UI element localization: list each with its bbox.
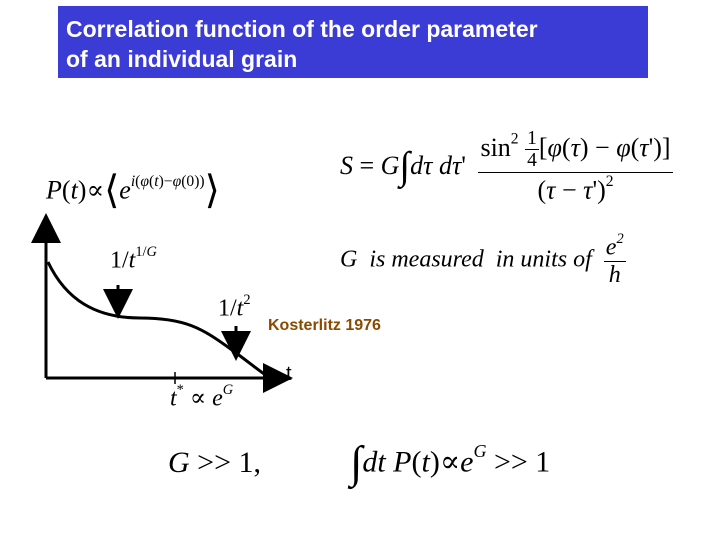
title-line-2: of an individual grain bbox=[66, 46, 298, 72]
kosterlitz-reference: Kosterlitz 1976 bbox=[268, 317, 381, 334]
late-decay-label: $1/t^2$ bbox=[218, 292, 251, 322]
g-units-formula: G is measured in units of $\frac{e^2}{h}$ bbox=[340, 231, 624, 288]
time-axis-label: t bbox=[286, 363, 292, 385]
g-condition-formula: G >> 1, bbox=[168, 446, 262, 479]
early-decay-label: $1/t^{1/G}$ bbox=[110, 244, 157, 274]
title-line-1: Correlation function of the order parameter bbox=[66, 16, 538, 42]
decay-curve bbox=[48, 262, 270, 378]
action-s-formula: S = G∫dτ dτ' $\sin^2$ $\frac{1}{4}$ [φ(τ) − φ(τ')] $(\tau - \tau')^2$ bbox=[340, 128, 671, 205]
integral-condition-formula: ∫dt $P(t)\propto e^G >> 1$ bbox=[350, 437, 551, 487]
p-of-t-formula: $P(t)\propto⟨e^{i(\varphi(t)-\varphi(0))}⟩$ bbox=[46, 169, 220, 212]
crossover-label: $t^* \propto e^G$ bbox=[170, 382, 234, 412]
